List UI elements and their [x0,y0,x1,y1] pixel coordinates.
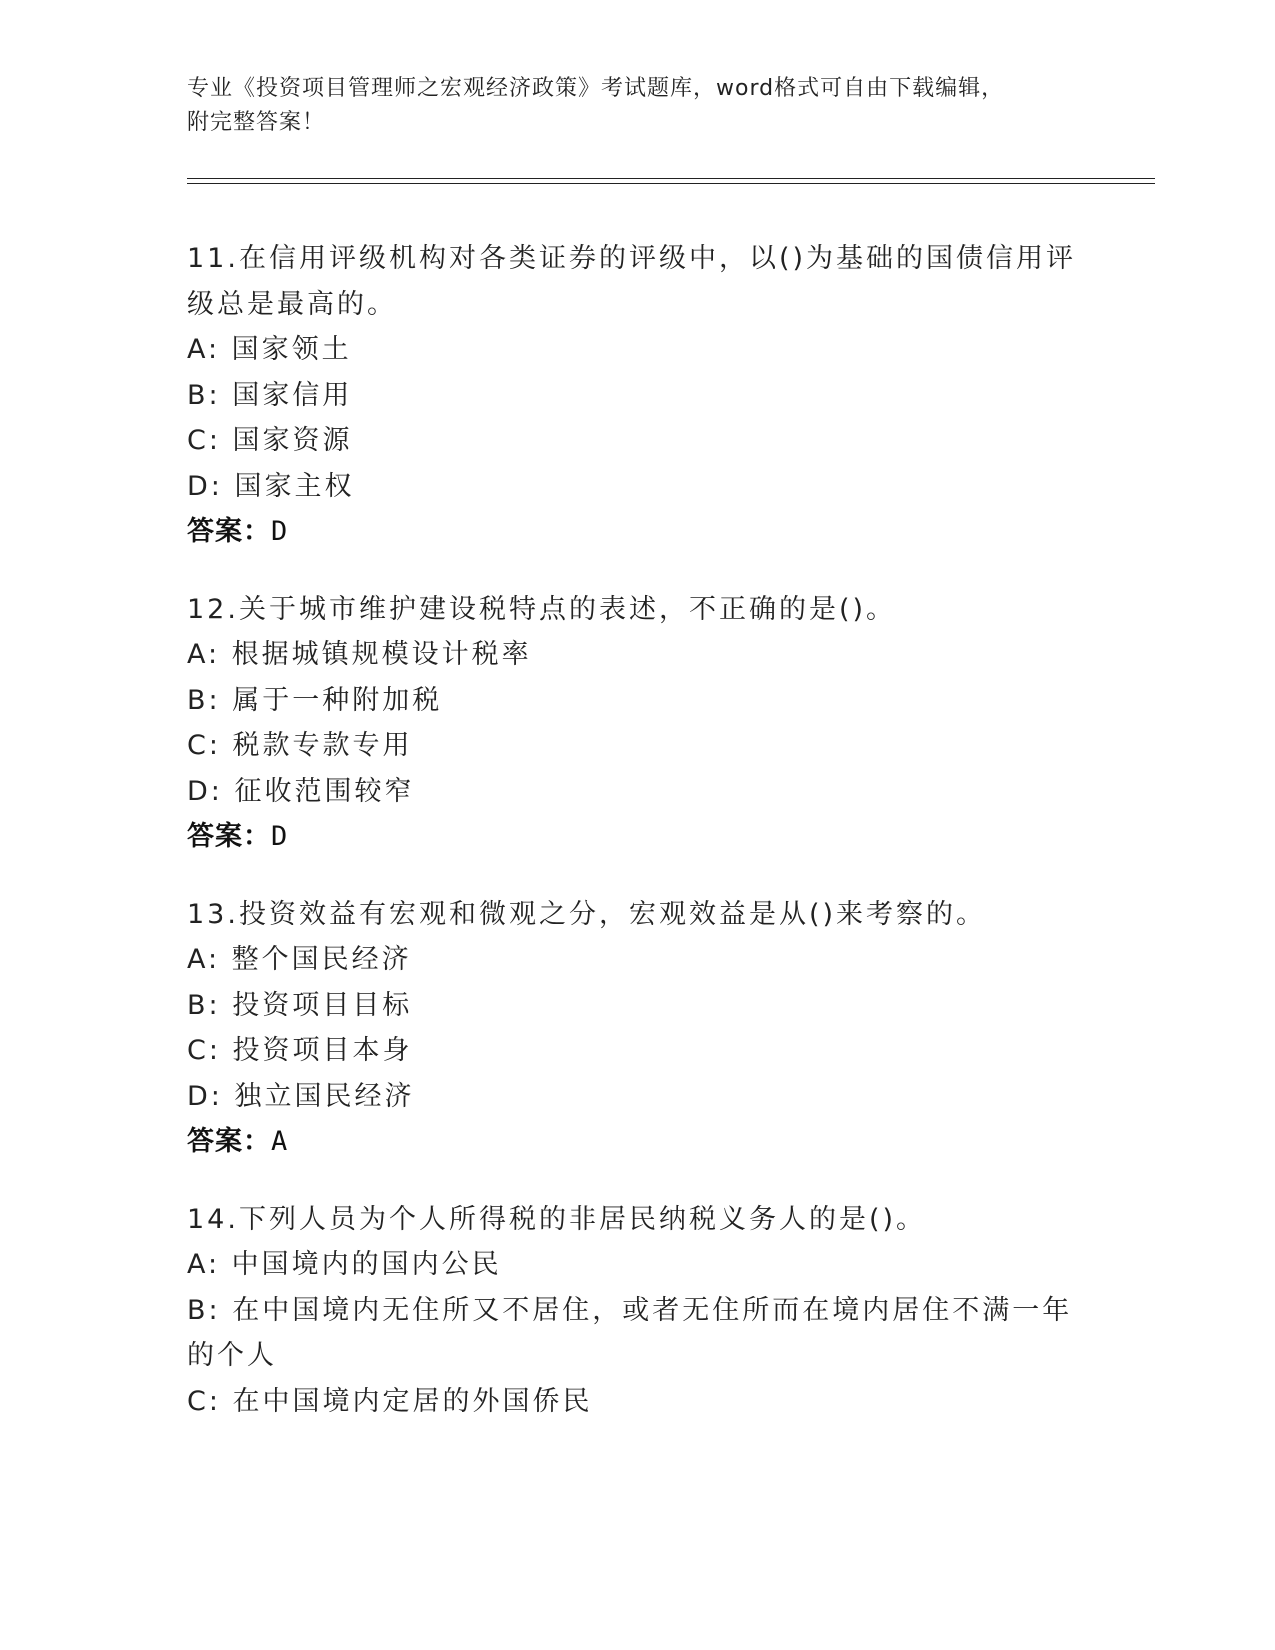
header-divider-bottom [187,183,1155,184]
question-stem: 12.关于城市维护建设税特点的表述，不正确的是()。 [187,593,897,625]
option-b: B: 投资项目目标 [187,989,413,1021]
option-b: B: 在中国境内无住所又不居住，或者无住所而在境内居住不满一年的个人 [187,1294,1073,1371]
question-list [187,236,1087,1456]
option-b: B: 国家信用 [187,379,353,411]
option-b: B: 属于一种附加税 [187,684,443,716]
answer-value: D [271,821,289,852]
option-c: C: 国家资源 [187,425,353,456]
header-line-2: 附完整答案！ [187,110,326,135]
option-a: A: 中国境内的国内公民 [187,1249,502,1280]
question-12 [187,587,1087,860]
option-a: A: 国家领土 [187,334,352,365]
answer-value: D [271,516,289,547]
option-a: A: 整个国民经济 [187,944,412,975]
document-header [187,72,1067,140]
question-14 [187,1197,1087,1425]
question-stem: 13.投资效益有宏观和微观之分，宏观效益是从()来考察的。 [187,898,987,930]
answer-value: A [271,1126,289,1157]
option-d: D: 独立国民经济 [187,1080,415,1112]
answer-label: 答案： [187,821,271,852]
question-13 [187,892,1087,1165]
answer-label: 答案： [187,516,271,547]
option-d: D: 征收范围较窄 [187,775,415,807]
header-line-1: 专业《投资项目管理师之宏观经济政策》考试题库，word格式可自由下载编辑， [187,76,1005,101]
option-d: D: 国家主权 [187,470,355,502]
answer-label: 答案： [187,1126,271,1157]
option-c: C: 投资项目本身 [187,1035,413,1066]
answer-line [187,509,1087,555]
question-stem: 14.下列人员为个人所得税的非居民纳税义务人的是()。 [187,1203,927,1235]
header-divider-top [187,178,1155,179]
question-stem: 11.在信用评级机构对各类证券的评级中，以()为基础的国债信用评级总是最高的。 [187,243,1077,320]
option-c: C: 税款专款专用 [187,730,413,761]
option-a: A: 根据城镇规模设计税率 [187,639,532,670]
question-11 [187,236,1087,555]
answer-line [187,814,1087,860]
answer-line [187,1119,1087,1165]
option-c: C: 在中国境内定居的外国侨民 [187,1385,593,1417]
